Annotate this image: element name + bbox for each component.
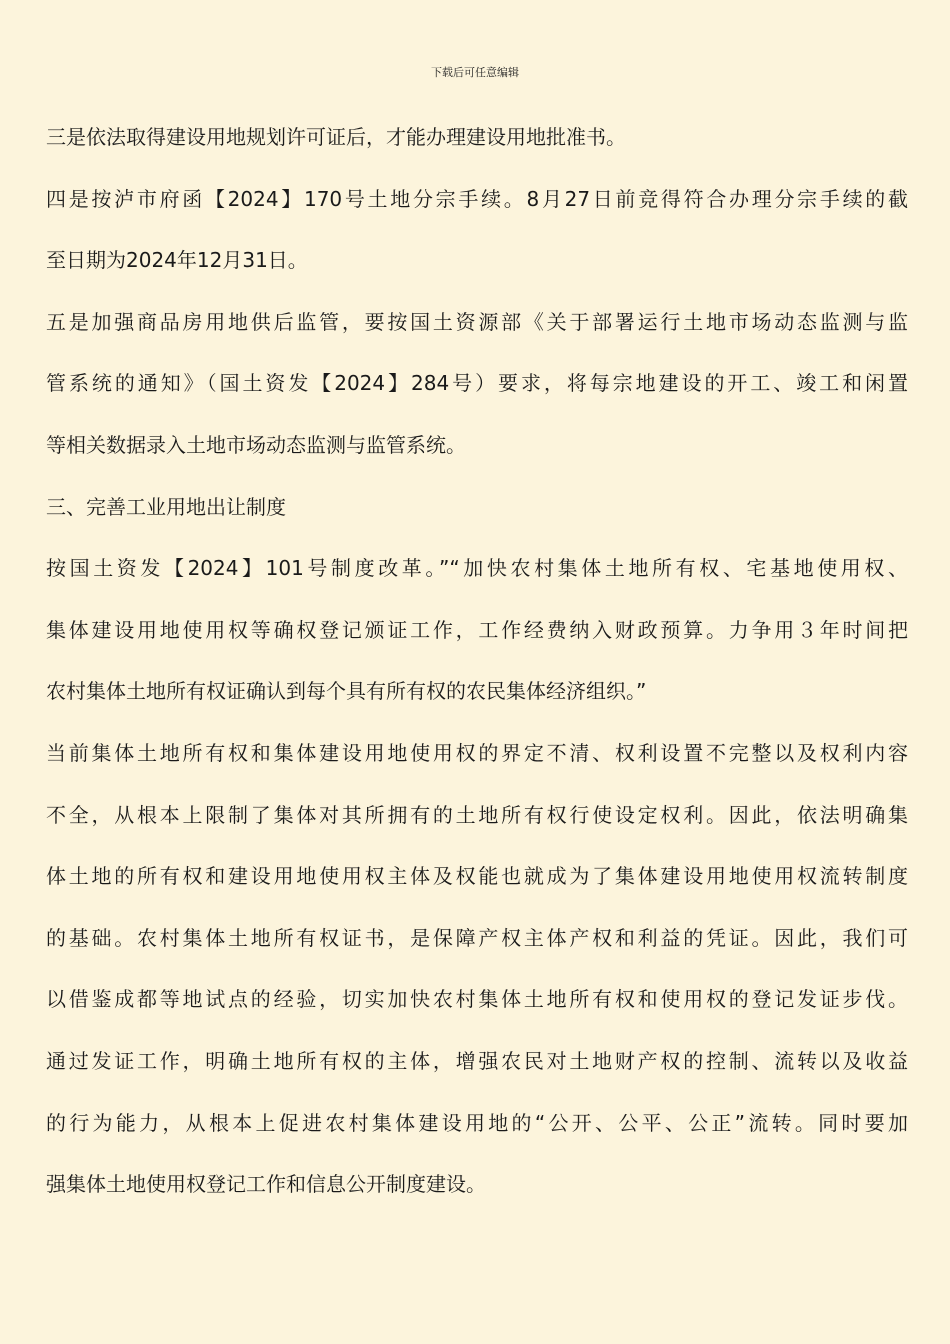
text-line: 强集体土地使用权登记工作和信息公开制度建设。 — [46, 1172, 486, 1197]
text-line: 农村集体土地所有权证确认到每个具有所有权的农民集体经济组织。” — [46, 679, 647, 704]
text-line: 五是加强商品房用地供后监管，要按国土资源部《关于部署运行土地市场动态监测与监 — [46, 309, 908, 334]
page-header: 下载后可任意编辑 — [431, 66, 519, 79]
text-line: 等相关数据录入土地市场动态监测与监管系统。 — [46, 432, 466, 457]
text-line: 四是按泸市府函【2024】170号土地分宗手续。8月27日前竞得符合办理分宗手续的截 — [46, 186, 908, 211]
text-line: 至日期为2024年12月31日。 — [46, 248, 308, 273]
document-body — [46, 119, 908, 1228]
text-line: 三是依法取得建设用地规划许可证后，才能办理建设用地批准书。 — [46, 125, 626, 149]
section-heading: 三、完善工业用地出让制度 — [46, 494, 286, 519]
text-line: 集体建设用地使用权等确权登记颁证工作，工作经费纳入财政预算。力争用３年时间把 — [46, 617, 908, 642]
text-line: 按国土资发【2024】101号制度改革。”“加快农村集体土地所有权、宅基地使用权、 — [46, 556, 908, 581]
text-line: 的基础。农村集体土地所有权证书，是保障产权主体产权和利益的凭证。因此，我们可 — [46, 925, 908, 950]
text-line: 管系统的通知》（国土资发【2024】284号）要求，将每宗地建设的开工、竣工和闲置 — [46, 371, 908, 396]
text-line: 当前集体土地所有权和集体建设用地使用权的界定不清、权利设置不完整以及权利内容 — [46, 740, 908, 765]
text-line: 以借鉴成都等地试点的经验，切实加快农村集体土地所有权和使用权的登记发证步伐。 — [46, 987, 908, 1012]
text-line: 不全，从根本上限制了集体对其所拥有的土地所有权行使设定权利。因此，依法明确集 — [46, 802, 908, 827]
text-line: 体土地的所有权和建设用地使用权主体及权能也就成为了集体建设用地使用权流转制度 — [46, 864, 908, 889]
text-line: 的行为能力，从根本上促进农村集体建设用地的“公开、公平、公正”流转。同时要加 — [46, 1110, 908, 1135]
text-line: 通过发证工作，明确土地所有权的主体，增强农民对土地财产权的控制、流转以及收益 — [46, 1048, 908, 1073]
